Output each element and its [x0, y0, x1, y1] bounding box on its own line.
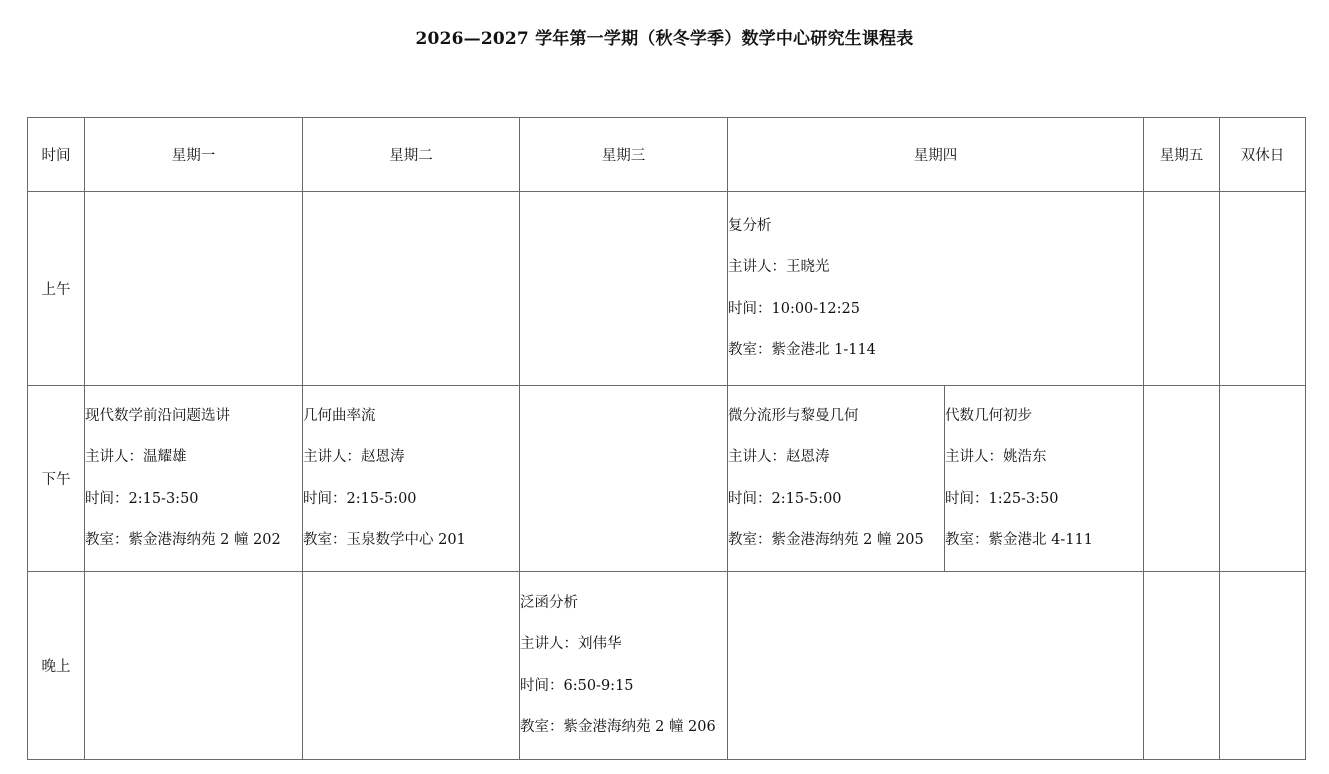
course-lecturer: 主讲人：赵恩涛	[303, 449, 405, 465]
course-room: 教室：紫金港海纳苑 2 幢 205	[728, 532, 924, 548]
cell-fri-evening	[1144, 572, 1220, 760]
course-geometric-curvature-flow	[303, 386, 520, 572]
course-time: 时间：2:15-5:00	[728, 490, 842, 507]
header-monday: 星期一	[85, 118, 303, 192]
course-name: 泛函分析	[520, 594, 578, 611]
header-friday: 星期五	[1144, 118, 1220, 192]
slot-afternoon: 下午	[28, 386, 85, 572]
cell-fri-afternoon	[1144, 386, 1220, 572]
course-time: 时间：2:15-5:00	[303, 490, 417, 507]
course-time: 时间：10:00-12:25	[728, 300, 860, 317]
evening-row	[28, 572, 1306, 760]
course-lecturer: 主讲人：刘伟华	[520, 636, 622, 652]
cell-wed-morning	[520, 192, 728, 386]
slot-morning: 上午	[28, 192, 85, 386]
header-row	[28, 118, 1306, 192]
cell-weekend-morning	[1220, 192, 1306, 386]
cell-weekend-afternoon	[1220, 386, 1306, 572]
course-room: 教室：紫金港北 1-114	[728, 342, 876, 358]
schedule-table	[27, 117, 1306, 760]
course-lecturer: 主讲人：姚浩东	[945, 449, 1047, 465]
cell-fri-morning	[1144, 192, 1220, 386]
course-lecturer: 主讲人：温耀雄	[85, 449, 187, 465]
course-lecturer: 主讲人：赵恩涛	[728, 449, 830, 465]
course-name: 现代数学前沿问题选讲	[85, 407, 230, 424]
header-weekend: 双休日	[1220, 118, 1306, 192]
header-time: 时间	[28, 118, 85, 192]
course-modern-math-frontiers	[85, 386, 303, 572]
course-time: 时间：2:15-3:50	[85, 490, 199, 507]
cell-mon-evening	[85, 572, 303, 760]
course-name: 微分流形与黎曼几何	[728, 407, 859, 424]
slot-evening: 晚上	[28, 572, 85, 760]
course-room: 教室：紫金港海纳苑 2 幢 202	[85, 532, 281, 548]
cell-tue-evening	[303, 572, 520, 760]
course-time: 时间：1:25-3:50	[945, 490, 1059, 507]
afternoon-row	[28, 386, 1306, 572]
header-thursday: 星期四	[728, 118, 1144, 192]
header-tuesday: 星期二	[303, 118, 520, 192]
cell-weekend-evening	[1220, 572, 1306, 760]
course-functional-analysis	[520, 572, 728, 760]
cell-thu-evening	[728, 572, 1144, 760]
cell-mon-morning	[85, 192, 303, 386]
course-room: 教室：紫金港北 4-111	[945, 532, 1093, 548]
course-name: 几何曲率流	[303, 407, 376, 424]
course-room: 教室：紫金港海纳苑 2 幢 206	[520, 719, 716, 735]
course-room: 教室：玉泉数学中心 201	[303, 532, 466, 548]
cell-wed-afternoon	[520, 386, 728, 572]
course-name: 复分析	[728, 217, 772, 234]
header-wednesday: 星期三	[520, 118, 728, 192]
page-title: 2026—2027 学年第一学期（秋冬学季）数学中心研究生课程表	[415, 29, 914, 49]
course-algebraic-geometry	[945, 386, 1144, 572]
course-time: 时间：6:50-9:15	[520, 677, 634, 694]
morning-row	[28, 192, 1306, 386]
course-name: 代数几何初步	[945, 407, 1032, 424]
course-lecturer: 主讲人：王晓光	[728, 259, 830, 275]
course-complex-analysis	[728, 192, 1144, 386]
course-manifolds-riemannian-geometry	[728, 386, 945, 572]
cell-tue-morning	[303, 192, 520, 386]
